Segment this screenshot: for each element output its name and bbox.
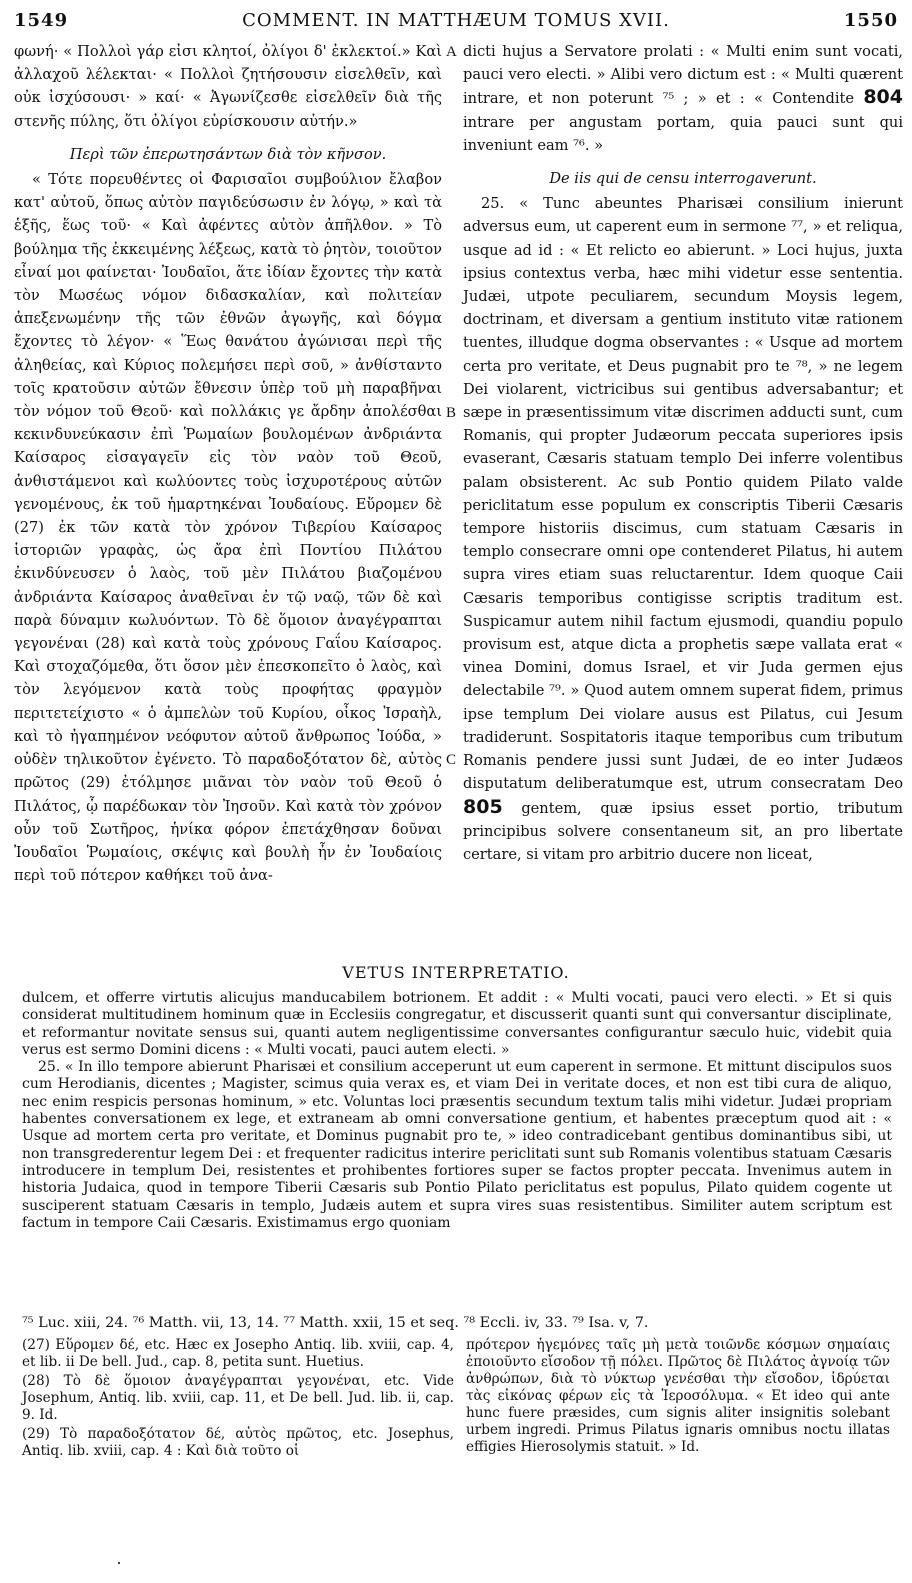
running-title: COMMENT. IN MATTHÆUM TOMUS XVII.	[242, 10, 670, 31]
vetus-interpretatio-text	[22, 990, 892, 1232]
footnote-27: (27) Εὕρομεν δέ, etc. Hæc ex Josepho Antiq. lib. xviii, cap. 4, et lib. ii De bell. Jud., cap. 8, petita sunt. Huetius.	[22, 1337, 454, 1370]
footnote-29: (29) Τὸ παραδοξότατον δέ, αὐτὸς πρῶτος, etc. Josephus, Antiq. lib. xviii, cap. 4 : Καὶ διὰ τοῦτο οἱ	[22, 1426, 454, 1459]
latin-text: intrare per angustam portam, quia pauci sunt qui inveniunt eam ⁷⁶. »	[463, 113, 903, 154]
footnote-continuation: πρότερον ἡγεμόνες ταῖς μὴ μετὰ τοιῶνδε κόσμων σημαίαις ἐποιοῦντο εἴσοδον τῇ πόλει. Πρῶτος δὲ Πιλάτος ἀγνοίᾳ τῶν ἀνθρώπων, διὰ τὸ νύκτωρ γενέσθαι τὴν εἴσοδον, ἱδρύεται τὰς εἰκόνας φέρων εἰς τὰ Ἱεροσόλυμα. « Et ideo qui ante hunc fuere præsides, cum signis aliter insignitis solebant urbem ingredi. Primus Pilatus ignaris omnibus noctu illatas effigies Hierosolymis statuit. » Id.	[466, 1337, 890, 1455]
margin-letter-c: C	[446, 752, 457, 768]
column-number-805: 805	[463, 795, 503, 818]
page-number-right: 1550	[843, 10, 898, 31]
footnotes-right	[466, 1337, 890, 1458]
latin-section-heading: De iis qui de censu interrogaverunt.	[549, 170, 817, 188]
vetus-interpretatio-title: VETUS INTERPRETATIO.	[342, 963, 570, 982]
footnote-28: (28) Τὸ δὲ ὅμοιον ἀναγέγραπται γεγονέναι, etc. Vide Josephum, Antiq. lib. xviii, cap. 11, et De bell. Jud. lib. ii, cap. 9. Id.	[22, 1373, 454, 1423]
greek-paragraph-1: φωνή· « Πολλοὶ γάρ εἰσι κλητοί, ὀλίγοι δ' ἐκλεκτοί.» Καὶ ἀλλαχοῦ λέλεκται· « Πολλοὶ ζητήσουσιν εἰσελθεῖν, καὶ οὐκ ἰσχύσουσι· » καί· « Ἀγωνίζεσθε εἰσελθεῖν διὰ τῆς στενῆς πύλης, ὅτι ὀλίγοι εὑρίσκουσιν αὐτήν.»	[14, 43, 442, 130]
margin-letter-a: A	[446, 44, 457, 60]
latin-column	[463, 40, 903, 866]
scripture-references: ⁷⁵ Luc. xiii, 24. ⁷⁶ Matth. vii, 13, 14. ⁷⁷ Matth. xxii, 15 et seq. ⁷⁸ Eccli. iv, 33. ⁷⁹ Isa. v, 7.	[22, 1315, 649, 1331]
running-header	[14, 10, 898, 34]
greek-section-heading: Περὶ τῶν ἐπερωτησάντων διὰ τὸν κῆνσον.	[69, 145, 387, 163]
margin-letter-b: B	[446, 405, 457, 421]
latin-text: 25. « Tunc abeuntes Pharisæi consilium inierunt adversus eum, ut caperent eum in sermone ⁷⁷, » et reliqua, usque ad id : « Et relicto eo abierunt. » Loci hujus, juxta ipsius contextus verba, hæc mihi videtur esse sententia. Judæi, utpote peculiarem, secundum Moysis legem, doctrinam, et diversam a gentium instituto vitæ rationem tuentes, illudque dogma observantes : « Usque ad mortem certa pro veritate, et Deus pugnabit pro te ⁷⁸, » ne legem Dei violarent, victricibus sui gentibus adversabantur; et sæpe in præsentissimum vitæ discrimen adducti sunt, cum Romanis, qui propter Judæorum peccata superiores ipsis evaserant, Cæsaris statuam templo Dei inferre volentibus palam obsisterent. Ac sub Pontio quidem Pilato valde periclitatum esse populum ex conscriptis Tiberii Cæsaris tempore historiis discimus, cum statuam Cæsaris in templo consecrare omni ope contenderet Pilatus, hi autem supra vires etiam suas reluctarentur. Idem quoque Caii Cæsaris temporibus contigisse scriptis traditum est. Suspicamur autem nihil factum ejusmodi, quandiu populo provisum est, atque dicta a prophetis sæpe vallata erat « vinea Domini, domus Israel, et vir Juda germen ejus delectabile ⁷⁹. » Quod autem omnem superat fidem, primus ipse templum Dei violare ausus est Pilatus, cui Jesum tradiderunt. Sospitatoris itaque temporibus cum tributum Romanis pendere jussi sunt Judæi, de eo inter Judæos disputatum deliberatumque est, utrum consecratam Deo	[463, 195, 903, 793]
latin-text: gentem, quæ ipsius esset portio, tributum principibus solvere consentaneum sit, an pro libertate certare, si vitam pro arbitrio ducere non liceat,	[463, 799, 903, 863]
page-number-left: 1549	[14, 10, 69, 31]
latin-paragraph-2	[463, 192, 903, 866]
greek-paragraph-2: « Τότε πορευθέντες οἱ Φαρισαῖοι συμβούλιον ἔλαβον κατ' αὐτοῦ, ὅπως αὐτὸν παγιδεύσωσιν ἐν λόγῳ, » καὶ τὰ ἑξῆς, ἕως τοῦ· « Καὶ ἀφέντες αὐτὸν ἀπῆλθον. » Τὸ βούλημα τῆς ἐκκειμένης λέξεως, κατὰ τὸ ῥητὸν, τοιοῦτον εἶναί μοι φαίνεται· Ἰουδαῖοι, ἅτε ἰδίαν ἔχοντες τὴν κατὰ τὸν Μωσέως νόμον διδασκαλίαν, καὶ πολιτείαν ἀπεξενωμένην τῆς τῶν ἐθνῶν ἀγωγῆς, καὶ δόγμα ἔχοντες τὸ λέγον· « Ἕως θανάτου ἀγώνισαι περὶ τῆς ἀληθείας, καὶ Κύριος πολεμήσει περὶ σοῦ, » ἀνθίσταντο τοῖς κρατοῦσιν αὐτῶν ἔθνεσιν ὑπὲρ τοῦ μὴ παραβῆναι τὸν νόμον τοῦ Θεοῦ· καὶ πολλάκις γε ἄρδην ἀπολέσθαι κεκινδυνεύκασιν ἐπὶ Ῥωμαίων βουλομένων ἀνδριάντα Καίσαρος εἰσαγαγεῖν εἰς τὸν ναὸν τοῦ Θεοῦ, ἀνθιστάμενοι καὶ κωλύοντες τοὺς ἰσχυροτέρους αὐτῶν γενομένους, ἐκ τοῦ ἡμαρτηκέναι Ἰουδαίους. Εὕρομεν δὲ (27) ἐκ τῶν κατὰ τὸν χρόνον Τιβερίου Καίσαρος ἱστοριῶν γραφὰς, ὡς ἄρα ἐπὶ Ποντίου Πιλάτου ἐκινδύνευσεν ὁ λαὸς, τοῦ μὲν Πιλάτου βιαζομένου ἀνδριάντα Καίσαρος ἀναθεῖναι ἐν τῷ ναῷ, τῶν δὲ καὶ παρὰ δύναμιν κωλυόντων. Τὸ δὲ ὅμοιον ἀναγέγραπται γεγονέναι (28) καὶ κατὰ τοὺς χρόνους Γαΐου Καίσαρος. Καὶ στοχαζόμεθα, ὅτι ὅσον μὲν ἐπεσκοπεῖτο ὁ λαὸς, καὶ τὸν λεγόμενον κατὰ τοὺς προφήτας φραγμὸν περιτετείχιστο « ὁ ἀμπελὼν τοῦ Κυρίου, οἶκος Ἰσραὴλ, καὶ τὸ ἠγαπημένον νεόφυτον αὐτοῦ ἄνθρωπος Ἰούδα, » οὐδὲν τηλικοῦτον ἐγένετο. Τὸ παραδοξότατον δὲ, αὐτὸς πρῶτος (29) ἐτόλμησε μιᾶναι τὸν ναὸν τοῦ Θεοῦ ὁ Πιλάτος, ᾧ παρέδωκαν τὸν Ἰησοῦν. Καὶ κατὰ τὸν χρόνον οὖν τοῦ Σωτῆρος, ἡνίκα φόρον ἐπετάχθησαν δοῦναι Ἰουδαῖοι Ῥωμαίοις, σκέψις καὶ βουλὴ ἦν ἐν Ἰουδαίοις περὶ τοῦ πότερον καθήκει τοῦ ἀνα-	[14, 171, 442, 885]
print-speck	[118, 1562, 120, 1564]
greek-column	[14, 40, 442, 887]
vetus-paragraph-2: 25. « In illo tempore abierunt Pharisæi et consilium acceperunt ut eum caperent in sermone. Et mittunt discipulos suos cum Herodianis, dicentes ; Magister, scimus quia verax es, et viam Dei in veritate doces, et non est tibi cura de aliquo, nec enim respicis personas hominum, » etc. Voluntas loci præsentis secundum textum talis mihi videtur. Judæi propriam habentes conversationem ex lege, et extraneam ab omni conversatione gentium, et habentes præceptum quod ait : « Usque ad mortem certa pro veritate, et Dominus pugnabit pro te, » ideo contradicebant gentibus dominantibus sibi, ut non transgrederentur legem Dei : et frequenter radicitus interire periclitati sunt sub Romanis volentibus statuam Cæsaris introducere in templum Dei, resistentes et prohibentes fortiores super se factos propter peccata. Invenimus autem in historia Judaica, quod in tempore Tiberii Cæsaris sub Pontio Pilato periclitatus est populus, Pilato quidem cogente ut susciperent statuam Cæsaris in templo, Judæis autem et supra vires suas resistentibus. Similiter autem scriptum est factum in tempore Caii Cæsaris. Existimamus ergo quoniam	[22, 1059, 892, 1231]
latin-text: dicti hujus a Servatore prolati : « Multi enim sunt vocati, pauci vero electi. » Alibi vero dictum est : « Multi quærent intrare, et non poterunt ⁷⁵ ; » et : « Contendite	[463, 43, 903, 108]
latin-paragraph-1	[463, 40, 903, 157]
vetus-paragraph-1: dulcem, et offerre virtutis alicujus manducabilem botrionem. Et addit : « Multi vocati, pauci vero electi. » Et si quis considerat multitudinem hominum quæ in Ecclesiis congregatur, et discusserit quanti sunt qui conversantur disciplinate, et reformantur novitate sensus sui, quanti autem negligentissime conversantes configurantur sæculo huic, videbit quia verus est sermo Domini dicens : « Multi vocati, pauci autem electi. »	[22, 990, 892, 1058]
footnotes-left	[22, 1337, 454, 1462]
column-number-804: 804	[863, 86, 903, 109]
